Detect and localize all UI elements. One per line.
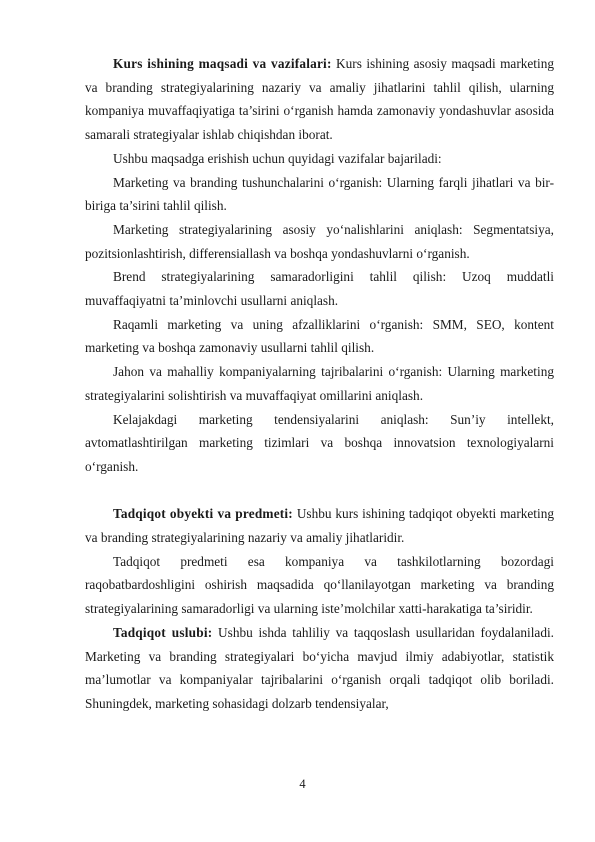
paragraph-task-4 — [85, 313, 554, 360]
paragraph-text: Brend strategiyalarining samaradorligini tahlil qilish: Uzoq muddatli muvaffaqiyatni ta’minlovchi usullarni aniqlash. — [85, 269, 554, 309]
paragraph-text: Raqamli marketing va uning afzalliklarini o‘rganish: SMM, SEO, kontent marketing va boshqa zamonaviy usullarni tahlil qilish. — [85, 316, 554, 356]
heading-object: Tadqiqot obyekti va predmeti: — [113, 506, 293, 522]
paragraph-subject — [85, 550, 554, 621]
paragraph-goals — [85, 52, 554, 147]
page-body — [85, 52, 554, 716]
paragraph-text: Tadqiqot predmeti esa kompaniya va tashkilotlarning bozordagi raqobatbardoshligini oshirish maqsadida qo‘llanilayotgan marketing va branding strategiyalarining samaradorligi va ularning iste’molchilar xatti-harakatiga ta’siridir. — [85, 553, 554, 617]
paragraph-text: Ushbu ishda tahliliy va taqqoslash usullaridan foydalaniladi. Marketing va branding strategiyalari bo‘yicha mavjud ilmiy adabiyotlar, statistik ma’lumotlar va kompaniyalar tajribalarini o‘rganish orqali tadqiqot olib boriladi. Shuningdek, marketing sohasidagi dolzarb tendensiyalar, — [85, 624, 554, 711]
paragraph-task-2 — [85, 218, 554, 265]
paragraph-text: Marketing va branding tushunchalarini o‘rganish: Ularning farqli jihatlari va bir-biriga ta’sirini tahlil qilish. — [85, 174, 554, 214]
heading-method: Tadqiqot uslubi: — [113, 624, 213, 640]
paragraph-task-1 — [85, 171, 554, 218]
paragraph-text: Ushbu kurs ishining tadqiqot obyekti marketing va branding strategiyalarining nazariy va amaliy jihatlaridir. — [85, 506, 554, 546]
paragraph-method — [85, 621, 554, 716]
heading-goals: Kurs ishining maqsadi va vazifalari: — [113, 56, 332, 71]
page-number: 4 — [299, 777, 306, 791]
paragraph-text: Marketing strategiyalarining asosiy yo‘nalishlarini aniqlash: Segmentatsiya, pozitsionlashtirish, differensiallash va boshqa yondashuvlarni o‘rganish. — [85, 221, 554, 261]
paragraph-task-6 — [85, 408, 554, 479]
paragraph-object — [85, 502, 554, 549]
paragraph-text: Kelajakdagi marketing tendensiyalarini aniqlash: Sun’iy intellekt, avtomatlashtirilgan marketing tizimlari va boshqa innovatsion texnologiyalarni o‘rganish. — [85, 411, 554, 474]
paragraph-tasks-intro — [85, 147, 554, 171]
paragraph-task-5 — [85, 360, 554, 407]
paragraph-text: Ushbu maqsadga erishish uchun quyidagi vazifalar bajariladi: — [113, 150, 442, 166]
paragraph-text: Kurs ishining asosiy maqsadi marketing va branding strategiyalarining nazariy va amaliy jihatlarini tahlil qilish, ularning kompaniya muvaffaqiyatiga ta’sirini o‘rganish hamda zamonaviy yondashuvlar asosida samarali strategiyalar ishlab chiqishdan iborat. — [85, 56, 554, 143]
paragraph-task-3 — [85, 265, 554, 312]
paragraph-text: Jahon va mahalliy kompaniyalarning tajribalarini o‘rganish: Ularning marketing strategiyalarini solishtirish va muvaffaqiyat omillarini aniqlash. — [85, 364, 554, 403]
